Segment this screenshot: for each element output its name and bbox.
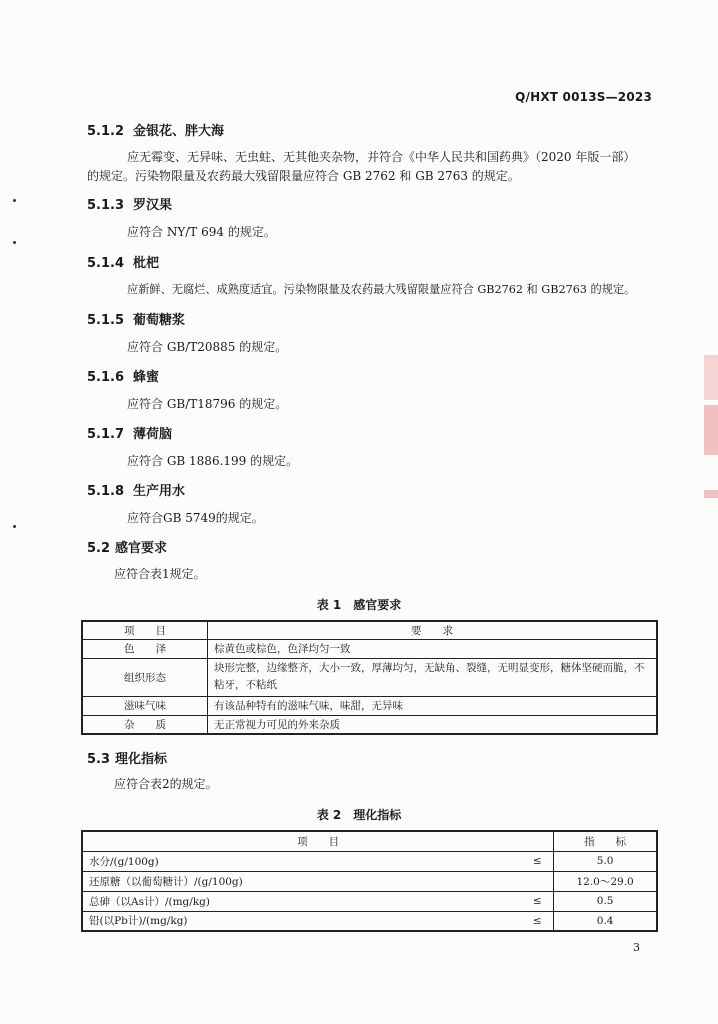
table-cell: 总砷（以As计）/(mg/kg) [82, 891, 521, 911]
scan-dot [13, 199, 16, 202]
paragraph-line: 应符合表2的规定。 [114, 777, 218, 791]
section-title: 枇杷 [133, 256, 160, 271]
table-header-cell: 项 目 [82, 621, 208, 639]
table-cell: 无正常视力可见的外来杂质 [208, 715, 658, 734]
page-number: 3 [633, 941, 640, 954]
table-cell: 杂 质 [82, 715, 208, 734]
table-caption: 表 1 感官要求 [316, 598, 402, 612]
section-number: 5.1.8 [87, 484, 125, 499]
table-cell [521, 871, 554, 891]
paragraph-line: 应符合 GB/T18796 的规定。 [127, 397, 288, 411]
paragraph-line: 应符合表1规定。 [114, 567, 206, 581]
section-title: 蜂蜜 [133, 370, 160, 385]
section-heading [87, 537, 167, 556]
section-title: 罗汉果 [133, 198, 173, 213]
section-title: 葡萄糖浆 [133, 313, 186, 328]
table-cell: 铅(以Pb计)/(mg/kg) [82, 911, 521, 931]
physicochemical-indicators-table [81, 830, 658, 932]
table-row [82, 715, 657, 734]
paragraph-line: 的规定。污染物限量及农药最大残留限量应符合 GB 2762 和 GB 2763 的规定。 [87, 169, 520, 183]
table-cell: 滋味气味 [82, 696, 208, 715]
section-heading [87, 480, 185, 499]
table-row [82, 891, 657, 911]
document-code: Q/HXT 0013S—2023 [515, 90, 652, 104]
section-number: 5.1.2 [87, 124, 125, 139]
table-cell: ≤ [521, 911, 554, 931]
stamp-fragment [704, 355, 718, 400]
table-cell: 0.5 [554, 891, 657, 911]
paragraph-line: 应符合GB 5749的规定。 [127, 511, 264, 525]
section-number: 5.1.5 [87, 313, 125, 328]
section-heading [87, 252, 159, 271]
section-heading [87, 194, 172, 213]
section-heading [87, 309, 185, 328]
table-header-row [82, 831, 657, 851]
section-number: 5.1.6 [87, 370, 125, 385]
table-cell: 组织形态 [82, 658, 208, 696]
section-title: 生产用水 [133, 484, 186, 499]
table-cell: ≤ [521, 891, 554, 911]
section-heading [87, 366, 159, 385]
paragraph-line: 应符合 GB 1886.199 的规定。 [127, 454, 299, 468]
table-row [82, 658, 657, 696]
scan-dot [13, 525, 16, 528]
table-row [82, 696, 657, 715]
section-heading [87, 748, 167, 767]
section-title: 理化指标 [115, 752, 168, 767]
table-header-cell: 指 标 [554, 831, 657, 851]
table-cell: 有该品种特有的滋味气味，味甜，无异味 [208, 696, 658, 715]
paragraph-line: 应新鲜、无腐烂、成熟度适宜。污染物限量及农药最大残留限量应符合 GB2762 和 GB2763 的规定。 [127, 283, 636, 296]
table-caption: 表 2 理化指标 [316, 808, 402, 822]
table-cell: 0.4 [554, 911, 657, 931]
table-header-row [82, 621, 657, 639]
table-cell: 还原糖（以葡萄糖计）/(g/100g) [82, 871, 521, 891]
stamp-fragment [704, 490, 718, 498]
table-header-cell: 要 求 [208, 621, 658, 639]
stamp-fragment [704, 405, 718, 455]
section-title: 金银花、胖大海 [133, 124, 225, 139]
section-heading [87, 423, 172, 442]
table-cell: 12.0～29.0 [554, 871, 657, 891]
table-cell: 色 泽 [82, 639, 208, 658]
section-number: 5.3 [87, 752, 111, 767]
table-row [82, 851, 657, 871]
scan-dot [13, 241, 16, 244]
table-cell: 5.0 [554, 851, 657, 871]
section-number: 5.1.7 [87, 427, 125, 442]
table-row [82, 639, 657, 658]
table-cell: 水分/(g/100g) [82, 851, 521, 871]
table-row [82, 871, 657, 891]
table-cell: ≤ [521, 851, 554, 871]
table-cell: 块形完整，边缘整齐，大小一致，厚薄均匀，无缺角、裂缝，无明显变形，糖体坚硬而脆，不粘牙，不粘纸 [208, 658, 658, 696]
sensory-requirements-table [81, 620, 658, 735]
table-row [82, 911, 657, 931]
section-title: 感官要求 [115, 541, 168, 556]
section-heading [87, 120, 224, 139]
paragraph-line: 应符合 NY/T 694 的规定。 [127, 225, 276, 239]
paragraph-line: 应无霉变、无异味、无虫蛀、无其他夹杂物，并符合《中华人民共和国药典》（2020 年版一部） [127, 150, 636, 164]
section-title: 薄荷脑 [133, 427, 173, 442]
section-number: 5.2 [87, 541, 111, 556]
table-cell: 棕黄色或棕色，色泽均匀一致 [208, 639, 658, 658]
table-header-cell: 项 目 [82, 831, 554, 851]
section-number: 5.1.3 [87, 198, 125, 213]
paragraph-line: 应符合 GB/T20885 的规定。 [127, 340, 288, 354]
section-number: 5.1.4 [87, 256, 125, 271]
